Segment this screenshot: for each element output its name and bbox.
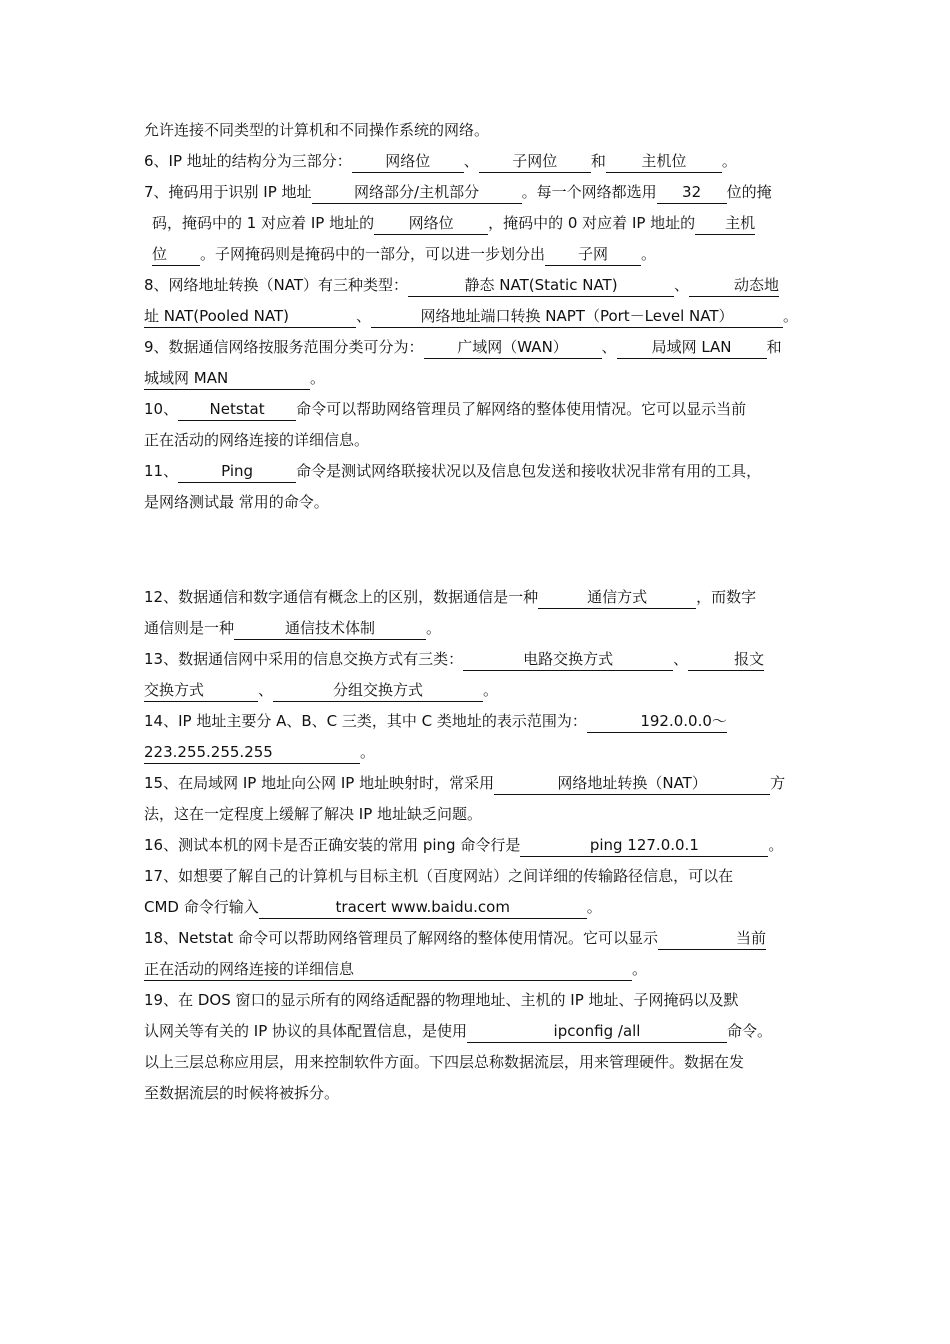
text-segment: 。	[483, 681, 499, 699]
text-segment: 和	[766, 338, 782, 356]
text-segment: 9、数据通信网络按服务范围分类可分为：	[144, 338, 424, 356]
text-segment: 。	[721, 152, 737, 170]
question-18-line	[144, 923, 808, 954]
text-line	[144, 799, 808, 830]
text-segment: 8、网络地址转换（NAT）有三种类型：	[144, 276, 409, 294]
text-segment: 码，掩码中的 1 对应着 IP 地址的	[152, 214, 375, 232]
question-15-line	[144, 768, 808, 799]
question-18-line	[144, 954, 808, 985]
text-segment: 、	[258, 681, 274, 699]
answer-blank: 电路交换方式	[463, 649, 673, 671]
text-segment: 方	[770, 774, 786, 792]
text-segment: 允许连接不同类型的计算机和不同操作系统的网络。	[144, 121, 490, 139]
answer-blank: 网络地址转换（NAT）	[494, 773, 770, 795]
answer-blank: 32	[657, 182, 727, 204]
text-segment: 。	[783, 307, 799, 325]
text-line	[144, 425, 808, 456]
question-12-line	[144, 582, 808, 613]
question-17-line	[144, 861, 808, 892]
question-8-line	[144, 301, 808, 332]
answer-blank: 网络部分/主机部分	[312, 182, 522, 204]
text-segment: 、	[463, 152, 479, 170]
answer-blank: 址 NAT(Pooled NAT)	[144, 306, 356, 328]
answer-blank: 网络地址端口转换 NAPT（Port－Level NAT）	[371, 306, 783, 328]
answer-blank: 网络位	[352, 151, 464, 173]
text-segment: 位的掩	[726, 183, 772, 201]
answer-blank: Netstat	[178, 399, 296, 421]
answer-blank: 分组交换方式	[273, 680, 483, 702]
text-segment: 14、IP 地址主要分 A、B、C 三类，其中 C 类地址的表示范围为：	[144, 712, 587, 730]
answer-blank: 主机	[695, 213, 755, 235]
text-segment: 7、掩码用于识别 IP 地址	[144, 183, 312, 201]
text-segment: 、	[673, 650, 689, 668]
text-segment: 16、测试本机的网卡是否正确安装的常用 ping 命令行是	[144, 836, 521, 854]
answer-blank: 静态 NAT(Static NAT)	[408, 275, 674, 297]
text-segment: ，而数字	[696, 588, 757, 606]
question-12-line	[144, 613, 808, 644]
answer-blank: 主机位	[606, 151, 722, 173]
text-segment: 和	[590, 152, 606, 170]
text-segment: 。	[360, 743, 376, 761]
question-7-line	[152, 208, 808, 239]
answer-blank: 子网位	[479, 151, 591, 173]
question-11-line	[144, 456, 808, 487]
answer-blank: 广域网（WAN）	[424, 337, 602, 359]
text-segment: 通信则是一种	[144, 619, 235, 637]
question-7-line	[144, 177, 808, 208]
text-segment: 11、	[144, 462, 179, 480]
text-line	[144, 1078, 808, 1109]
question-19-line	[144, 1016, 808, 1047]
text-segment: 。	[310, 369, 326, 387]
text-segment: 13、数据通信网中采用的信息交换方式有三类：	[144, 650, 464, 668]
text-segment: 。每一个网络都选用	[521, 183, 657, 201]
text-segment: 。	[768, 836, 784, 854]
answer-blank: ping 127.0.0.1	[520, 835, 768, 857]
text-segment: 命令。	[727, 1022, 773, 1040]
question-14-line	[144, 737, 808, 768]
answer-blank: 通信方式	[538, 587, 696, 609]
text-segment: 以上三层总称应用层，用来控制软件方面。下四层总称数据流层，用来管理硬件。数据在发	[144, 1053, 745, 1071]
text-segment: ，掩码中的 0 对应着 IP 地址的	[488, 214, 696, 232]
question-9-line	[144, 363, 808, 394]
question-6-line	[144, 146, 808, 177]
text-segment: 18、Netstat 命令可以帮助网络管理员了解网络的整体使用情况。它可以显示	[144, 929, 658, 947]
question-8-line	[144, 270, 808, 301]
text-segment: 、	[601, 338, 617, 356]
question-13-line	[144, 675, 808, 706]
question-10-line	[144, 394, 808, 425]
text-segment: 17、如想要了解自己的计算机与目标主机（百度网站）之间详细的传输路径信息，可以在	[144, 867, 734, 885]
text-segment: 法，这在一定程度上缓解了解决 IP 地址缺乏问题。	[144, 805, 483, 823]
text-segment: 。	[641, 245, 657, 263]
text-segment: 6、IP 地址的结构分为三部分：	[144, 152, 352, 170]
text-segment: 正在活动的网络连接的详细信息。	[144, 431, 370, 449]
answer-blank: 192.0.0.0～	[587, 711, 727, 733]
text-segment: CMD 命令行输入	[144, 898, 259, 916]
answer-blank: 通信技术体制	[234, 618, 426, 640]
answer-blank: 报文	[688, 649, 764, 671]
answer-blank: 正在活动的网络连接的详细信息	[144, 959, 632, 981]
question-13-line	[144, 644, 808, 675]
answer-blank: 交换方式	[144, 680, 258, 702]
text-segment: 12、数据通信和数字通信有概念上的区别，数据通信是一种	[144, 588, 539, 606]
text-segment: 认网关等有关的 IP 协议的具体配置信息，是使用	[144, 1022, 468, 1040]
answer-blank: tracert www.baidu.com	[259, 897, 587, 919]
answer-blank: 当前	[658, 928, 766, 950]
text-segment: 命令可以帮助网络管理员了解网络的整体使用情况。它可以显示当前	[296, 400, 747, 418]
answer-blank: Ping	[178, 461, 296, 483]
answer-blank: 223.255.255.255	[144, 742, 360, 764]
text-segment: 命令是测试网络联接状况以及信息包发送和接收状况非常有用的工具，	[296, 462, 762, 480]
answer-blank: ipconfig /all	[467, 1021, 727, 1043]
question-14-line	[144, 706, 808, 737]
text-segment: 10、	[144, 400, 179, 418]
text-segment: 。	[426, 619, 442, 637]
text-segment: 。	[632, 960, 648, 978]
answer-blank: 网络位	[374, 213, 488, 235]
text-line	[144, 1047, 808, 1078]
text-segment: 19、在 DOS 窗口的显示所有的网络适配器的物理地址、主机的 IP 地址、子网掩码以及默	[144, 991, 739, 1009]
text-segment: 、	[356, 307, 372, 325]
question-7-line	[152, 239, 808, 270]
text-line	[144, 115, 808, 146]
text-segment: 15、在局域网 IP 地址向公网 IP 地址映射时，常采用	[144, 774, 495, 792]
answer-blank: 城域网 MAN	[144, 368, 310, 390]
question-19-line	[144, 985, 808, 1016]
text-segment: 。子网掩码则是掩码中的一部分，可以进一步划分出	[200, 245, 546, 263]
answer-blank: 动态地	[689, 275, 779, 297]
text-segment: 。	[586, 898, 602, 916]
answer-blank: 局域网 LAN	[617, 337, 767, 359]
question-16-line	[144, 830, 808, 861]
answer-blank: 子网	[545, 244, 641, 266]
question-17-line	[144, 892, 808, 923]
text-segment: 、	[674, 276, 690, 294]
text-segment: 是网络测试最 常用的命令。	[144, 493, 329, 511]
answer-blank: 位	[152, 244, 200, 266]
question-9-line	[144, 332, 808, 363]
text-segment: 至数据流层的时候将被拆分。	[144, 1084, 340, 1102]
text-line	[144, 487, 808, 518]
